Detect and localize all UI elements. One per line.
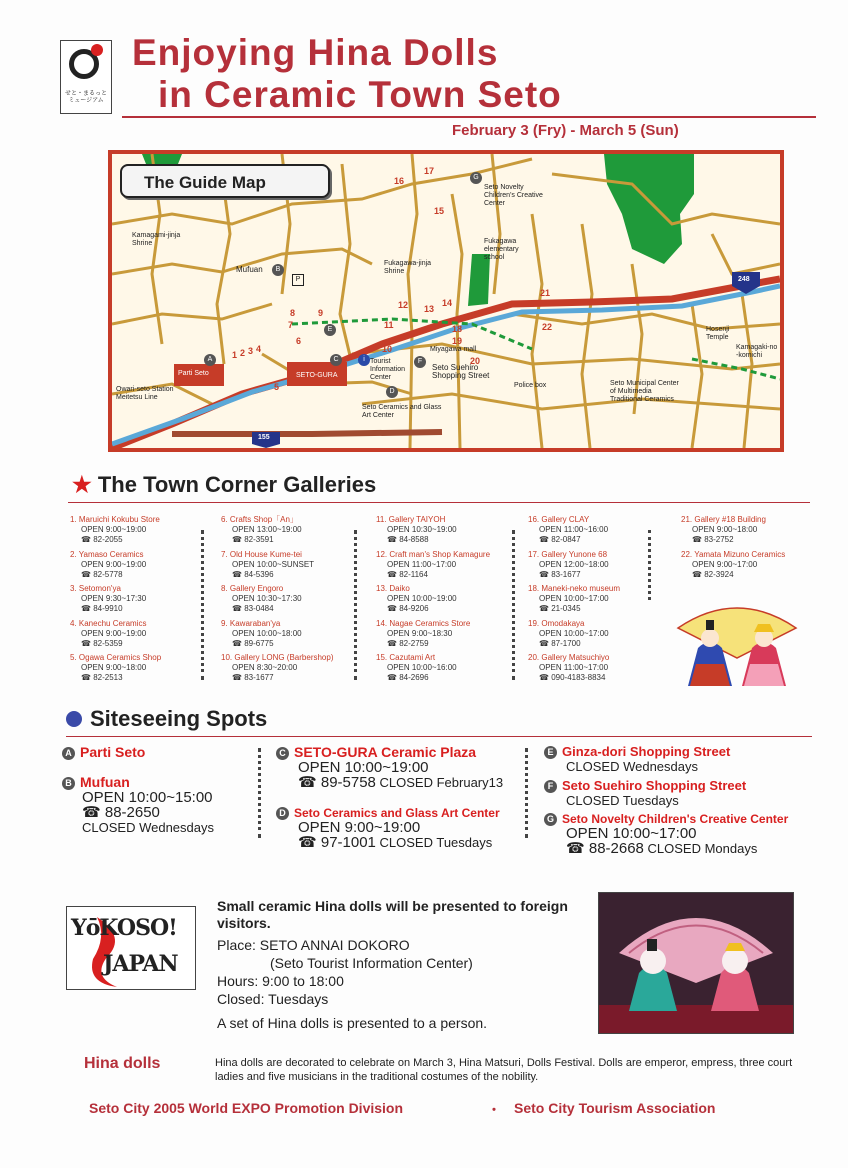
gallery-item: [70, 584, 146, 614]
map-number-20: 20: [470, 356, 481, 366]
map-marker-e: E: [324, 324, 336, 336]
gallery-name: 22. Yamata Mizuno Ceramics: [681, 549, 786, 559]
gallery-item: [221, 653, 334, 683]
gallery-hours: OPEN 9:00~19:00: [81, 559, 147, 569]
museum-logo: [60, 40, 112, 114]
gallery-hours: OPEN 12:00~18:00: [539, 559, 609, 569]
map-place-ceramics-center: Seto Ceramics and Glass Art Center: [362, 404, 442, 419]
page-title-line1: Enjoying Hina Dolls: [132, 32, 499, 73]
gallery-name: 19. Omodakaya: [528, 618, 585, 628]
map-marker-f: F: [414, 356, 426, 368]
gallery-phone: ☎ 82-2513: [81, 673, 123, 682]
gallery-item: [70, 550, 146, 580]
spot-c-closed: CLOSED February13: [379, 775, 504, 790]
map-number-22: 22: [542, 322, 553, 332]
map-place-tourist: Tourist Information Center: [370, 358, 406, 381]
map-number-14: 14: [442, 298, 453, 308]
gallery-item: [528, 515, 608, 545]
map-number-9: 9: [318, 308, 324, 318]
gallery-phone: ☎ 82-5778: [81, 569, 123, 579]
spots-divider: [66, 736, 812, 737]
spot-g-name: Seto Novelty Children's Creative Center: [562, 812, 789, 826]
gallery-name: 20. Gallery Matsuchiyo: [528, 653, 610, 662]
map-number-1: 1: [232, 350, 238, 360]
map-place-owari: Owari-seto Station Meitetsu Line: [116, 386, 174, 401]
present-hours: Hours: 9:00 to 18:00: [217, 973, 344, 989]
spot-f-badge: F: [544, 780, 557, 793]
hina-dolls-heading: Hina dolls: [84, 1055, 161, 1072]
spot-b-badge: B: [62, 777, 75, 790]
map-place-fukagawa-shrine: Fukagawa-jinja Shrine: [384, 260, 432, 275]
spot-b-closed: CLOSED Wednesdays: [82, 820, 214, 835]
map-label: The Guide Map: [120, 164, 330, 198]
gallery-name: 12. Craft man's Shop Kamagure: [376, 549, 491, 559]
gallery-name: 15. Cazutami Art: [376, 653, 436, 662]
galleries-divider: [68, 502, 810, 503]
column-divider: [525, 748, 530, 838]
galleries-title: The Town Corner Galleries: [97, 472, 377, 497]
gallery-hours: OPEN 8:30~20:00: [232, 663, 298, 672]
gallery-item: [528, 550, 609, 580]
gallery-name: 9. Kawaraban'ya: [221, 618, 281, 628]
spot-c-name: SETO-GURA Ceramic Plaza: [294, 744, 477, 760]
map-place-miyagawa: Miyagawa mall: [430, 346, 477, 353]
gallery-name: 6. Crafts Shop「An」: [221, 515, 298, 524]
hina-dolls-illustration: [674, 598, 800, 690]
gallery-name: 11. Gallery TAIYOH: [376, 515, 446, 524]
map-place-setogura: SETO-GURA: [296, 372, 338, 379]
gallery-hours: OPEN 13:00~19:00: [232, 525, 302, 534]
spot-a-name: Parti Seto: [80, 744, 146, 760]
map-number-13: 13: [424, 304, 435, 314]
gallery-item: [528, 619, 609, 649]
bullet-icon: [66, 711, 82, 727]
spot-c-tel: ☎ 89-5758: [298, 774, 376, 791]
column-divider: [354, 530, 359, 680]
map-place-parti: Parti Seto: [178, 370, 209, 377]
map-number-17: 17: [424, 166, 435, 176]
column-divider: [258, 748, 263, 838]
gallery-hours: OPEN 9:00~18:00: [81, 663, 147, 672]
gallery-hours: OPEN 10:00~19:00: [387, 594, 457, 603]
map-marker-a: A: [204, 354, 216, 366]
gallery-name: 7. Old House Kume-tei: [221, 549, 302, 559]
spot-d-badge: D: [276, 807, 289, 820]
gallery-item: [70, 515, 160, 545]
route-155-label: 155: [258, 434, 270, 441]
map-number-4: 4: [256, 344, 262, 354]
spot-g: [544, 812, 788, 856]
gallery-phone: ☎ 83-1677: [539, 569, 581, 579]
footer-separator: ・: [487, 1102, 501, 1118]
gallery-item: [221, 619, 302, 649]
spot-c-badge: C: [276, 747, 289, 760]
spot-g-badge: G: [544, 813, 557, 826]
gallery-name: 10. Gallery LONG (Barbershop): [221, 653, 334, 662]
gallery-phone: ☎ 89-6775: [232, 638, 274, 648]
spot-b: [62, 774, 214, 835]
gallery-item: [376, 550, 490, 580]
gallery-name: 4. Kanechu Ceramics: [70, 618, 147, 628]
gallery-name: 3. Setomon'ya: [70, 584, 121, 593]
gallery-hours: OPEN 10:00~17:00: [539, 628, 609, 638]
park-area-small: [142, 154, 182, 164]
gallery-item: [376, 515, 457, 545]
star-icon: ★: [72, 472, 92, 497]
map-marker-g: G: [470, 172, 482, 184]
gallery-name: 17. Gallery Yunone 68: [528, 549, 608, 559]
gallery-item: [70, 653, 161, 683]
gallery-hours: OPEN 9:00~19:00: [81, 525, 147, 534]
logo-caption: せと・まるっと ミュージアム: [64, 91, 107, 104]
map-number-5: 5: [274, 382, 280, 392]
gallery-hours: OPEN 11:00~16:00: [539, 525, 609, 534]
gallery-item: [221, 515, 302, 545]
spot-d-name: Seto Ceramics and Glass Art Center: [294, 806, 500, 820]
gallery-hours: OPEN 9:30~17:30: [81, 594, 147, 603]
ceramic-dolls-image: [599, 893, 793, 1033]
map-number-21: 21: [540, 288, 551, 298]
map-place-novelty: Seto Novelty Children's Creative Center: [484, 184, 543, 207]
spot-g-closed: CLOSED Mondays: [647, 841, 758, 856]
gallery-phone: ☎ 83-1677: [232, 673, 274, 682]
gallery-name: 21. Gallery #18 Building: [681, 515, 766, 524]
footer-expo-division: Seto City 2005 World EXPO Promotion Division: [89, 1100, 404, 1116]
spot-c-open: OPEN 10:00~19:00: [298, 759, 429, 776]
gallery-item: [376, 619, 470, 649]
gallery-item: [221, 584, 302, 614]
map-marker-b: B: [272, 264, 284, 276]
gallery-name: 16. Gallery CLAY: [528, 515, 590, 524]
map-number-18: 18: [452, 324, 463, 334]
gallery-phone: ☎ 82-3591: [232, 535, 274, 544]
yokoso-text: YōKOSO!: [71, 915, 177, 941]
gallery-hours: OPEN 9:00~18:00: [692, 525, 758, 534]
map-place-mufuan: Mufuan: [236, 265, 263, 274]
event-dates: February 3 (Fry) - March 5 (Sun): [452, 122, 679, 139]
present-heading: Small ceramic Hina dolls will be presented to foreign visitors.: [217, 898, 568, 931]
spot-c: [276, 744, 503, 790]
spot-d-tel: ☎ 97-1001: [298, 834, 376, 851]
galleries-heading: [72, 472, 376, 498]
gallery-phone: ☎ 87-1700: [539, 638, 581, 648]
gallery-hours: OPEN 10:00~18:00: [232, 628, 302, 638]
spot-b-tel: ☎ 88-2650: [82, 804, 160, 821]
green-walk-path-east: [692, 359, 780, 379]
hina-dolls-description: Hina dolls are decorated to celebrate on March 3, Hina Matsuri, Dolls Festival. Dolls are emperor, empress, three court ladies and five musicians in the traditional costumes of the nobility.: [215, 1057, 793, 1083]
map-number-19: 19: [452, 336, 463, 346]
gallery-phone: ☎ 84-9206: [387, 604, 429, 613]
route-248-label: 248: [738, 276, 750, 283]
hina-dolls-photo: [598, 892, 794, 1034]
gallery-name: 18. Maneki-neko museum: [528, 584, 621, 593]
gallery-phone: ☎ 83-0484: [232, 604, 274, 613]
spots-heading: [66, 706, 267, 732]
spot-f-closed: CLOSED Tuesdays: [566, 793, 679, 808]
park-area: [604, 154, 694, 264]
logo-dot-icon: [91, 44, 103, 56]
gallery-item: [376, 653, 457, 683]
spot-e-closed: CLOSED Wednesdays: [566, 759, 698, 774]
map-marker-d: D: [386, 386, 398, 398]
spot-d: [276, 806, 500, 850]
spot-b-open: OPEN 10:00~15:00: [82, 789, 213, 806]
column-divider: [201, 530, 206, 680]
japan-text: JAPAN: [103, 951, 178, 977]
gallery-name: 5. Ogawa Ceramics Shop: [70, 653, 162, 662]
spot-d-closed: CLOSED Tuesdays: [379, 835, 493, 850]
gallery-phone: ☎ 84-9910: [81, 604, 123, 613]
gallery-phone: ☎ 82-2055: [81, 535, 123, 544]
gallery-name: 2. Yamaso Ceramics: [70, 549, 144, 559]
gallery-item: [681, 515, 766, 545]
map-number-2: 2: [240, 348, 246, 358]
spot-g-open: OPEN 10:00~17:00: [566, 825, 697, 842]
map-place-hosenji: Hosenji Temple: [706, 326, 730, 341]
map-number-10: 10: [382, 344, 393, 354]
gallery-phone: ☎ 84-2696: [387, 673, 429, 682]
gallery-name: 1. Maruichi Kokubu Store: [70, 515, 160, 524]
gallery-item: [528, 653, 609, 683]
spot-g-tel: ☎ 88-2668: [566, 840, 644, 857]
map-marker-info: i: [358, 354, 370, 366]
spot-b-name: Mufuan: [80, 774, 130, 790]
present-note: A set of Hina dolls is presented to a person.: [217, 1015, 488, 1031]
map-place-police: Police box: [514, 382, 547, 389]
gallery-hours: OPEN 9:00~19:00: [81, 628, 147, 638]
gallery-item: [221, 550, 314, 580]
gallery-hours: OPEN 10:30~17:30: [232, 594, 302, 603]
spot-f-name: Seto Suehiro Shopping Street: [562, 778, 747, 793]
map-place-suehiro: Seto Suehiro Shopping Street: [432, 363, 490, 380]
map-number-16: 16: [394, 176, 405, 186]
spot-f: [544, 778, 746, 808]
gallery-name: 14. Nagae Ceramics Store: [376, 618, 471, 628]
gallery-phone: ☎ 84-8588: [387, 535, 429, 544]
gallery-phone: ☎ 82-5359: [81, 638, 123, 648]
footer-tourism-association: Seto City Tourism Association: [514, 1100, 716, 1116]
gallery-item: [681, 550, 785, 580]
map-place-fukagawa-school: Fukagawa elementary school: [484, 238, 519, 261]
map-number-6: 6: [296, 336, 302, 346]
map-number-7: 7: [288, 320, 294, 330]
map-marker-parking: P: [292, 274, 304, 286]
gallery-phone: ☎ 82-1164: [387, 569, 428, 579]
title-divider: [122, 116, 816, 118]
spots-title: Siteseeing Spots: [90, 706, 268, 731]
gallery-hours: OPEN 10:00~16:00: [387, 663, 457, 672]
gallery-item: [376, 584, 457, 614]
gallery-phone: ☎ 090-4183-8834: [539, 673, 606, 682]
spot-a: [62, 744, 145, 760]
present-place-detail: (Seto Tourist Information Center): [270, 955, 473, 971]
gallery-item: [528, 584, 620, 614]
map-number-11: 11: [384, 320, 394, 330]
gallery-name: 8. Gallery Engoro: [221, 584, 284, 593]
spot-e-badge: E: [544, 746, 557, 759]
map-place-kamagaki: Kamagaki-no -komichi: [736, 344, 778, 359]
spot-e-name: Ginza-dori Shopping Street: [562, 744, 731, 759]
column-divider: [512, 530, 517, 680]
map-number-15: 15: [434, 206, 445, 216]
map-number-3: 3: [248, 346, 254, 356]
spot-e: [544, 744, 730, 774]
map-number-8: 8: [290, 308, 296, 318]
spot-d-open: OPEN 9:00~19:00: [298, 819, 421, 836]
gallery-phone: ☎ 82-0847: [539, 535, 581, 544]
gallery-hours: OPEN 10:30~19:00: [387, 525, 457, 534]
gallery-hours: OPEN 10:00~SUNSET: [232, 559, 315, 569]
map-marker-c: C: [330, 354, 342, 366]
spot-a-badge: A: [62, 747, 75, 760]
gallery-phone: ☎ 82-2759: [387, 638, 429, 648]
gallery-hours: OPEN 11:00~17:00: [539, 663, 609, 672]
map-place-kamagami: Kamagami-jinja Shrine: [132, 232, 181, 247]
column-divider: [648, 530, 653, 600]
gallery-item: [70, 619, 146, 649]
present-place: Place: SETO ANNAI DOKORO: [217, 937, 410, 953]
yokoso-japan-logo: [66, 906, 196, 990]
gallery-phone: ☎ 84-5396: [232, 569, 274, 579]
gallery-hours: OPEN 9:00~17:00: [692, 559, 758, 569]
present-closed: Closed: Tuesdays: [217, 991, 329, 1007]
gallery-phone: ☎ 21-0345: [539, 604, 581, 613]
map-number-12: 12: [398, 300, 409, 310]
gallery-name: 13. Daiko: [376, 584, 410, 593]
page-title-line2: in Ceramic Town Seto: [158, 74, 562, 115]
gallery-hours: OPEN 10:00~17:00: [539, 594, 609, 603]
gallery-hours: OPEN 9:00~18:30: [387, 628, 453, 638]
gallery-phone: ☎ 82-3924: [692, 569, 734, 579]
route-155-road: [172, 432, 442, 434]
gallery-hours: OPEN 11:00~17:00: [387, 559, 457, 569]
map-place-municipal: Seto Municipal Center of Multimedia Traditional Ceramics: [610, 380, 679, 403]
gallery-phone: ☎ 83-2752: [692, 535, 734, 544]
